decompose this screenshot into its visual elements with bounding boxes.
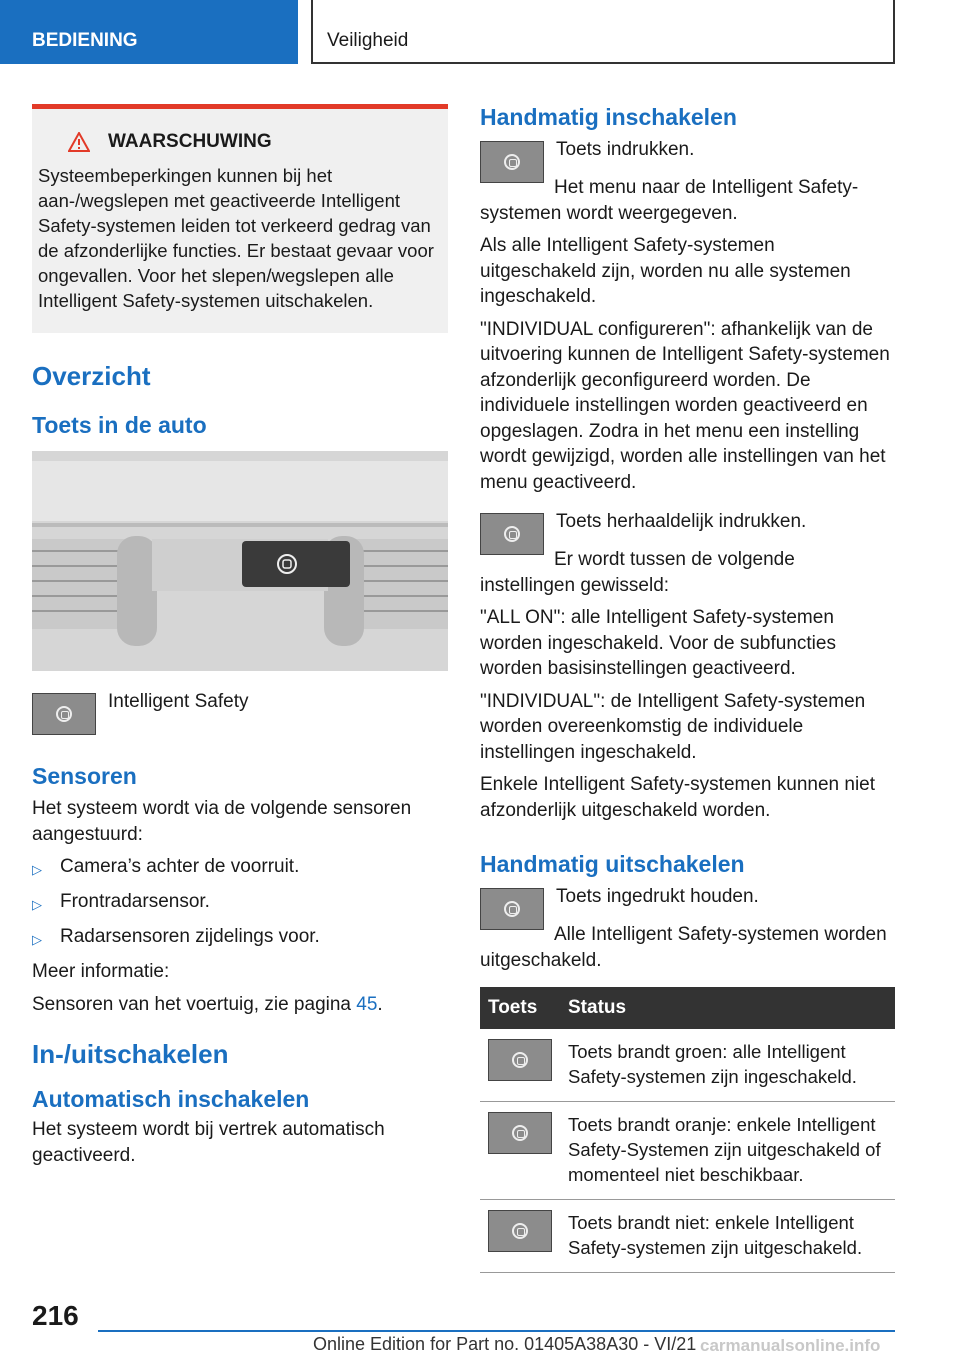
intelligent-safety-key-row — [32, 689, 448, 735]
key-orange-icon — [488, 1112, 552, 1154]
key-in-car-heading: Toets in de auto — [32, 412, 207, 438]
intelligent-safety-key-icon — [480, 888, 544, 930]
warning-title — [68, 131, 440, 153]
warning-text: Systeembeperkingen kunnen bij het aan-/wegslepen met geactiveerde Intelligent Safety-systemen leiden tot verkeerd gedrag van de afzonderlijke functies. Er bestaat gevaar voor ongevallen. Voor het slepen/wegslepen alle Intelligent Safety-systemen uitschakelen. — [38, 165, 434, 311]
table-header-row — [480, 987, 895, 1029]
menu-shown-text: Het menu naar de Intelligent Safety-systemen wordt weergegeven. — [480, 177, 859, 224]
switching-heading: In-/uitschakelen — [32, 1039, 229, 1069]
manual-on-p2: "INDIVIDUAL configureren": afhankelijk van de uitvoering kunnen de Intelligent Safety-systemen afzonderlijk geconfigureerd worden. De individuele instellingen worden geactiveerd en opgeslagen. Zodra in het menu een instelling wordt gewijzigd, worden alle instellingen van het menu geactiveerd. — [480, 318, 890, 493]
warning-box — [32, 104, 448, 333]
auto-on-text: Het systeem wordt bij vertrek automatisch geactiveerd. — [32, 1119, 385, 1166]
sensors-heading: Sensoren — [32, 763, 137, 789]
left-column — [32, 104, 448, 1175]
status-cell: Toets brandt niet: enkele Intelligent Safety-systemen zijn uitgeschakeld. — [560, 1200, 895, 1273]
status-cell: Toets brandt groen: alle Intelligent Safety-systemen zijn ingeschakeld. — [560, 1029, 895, 1102]
auto-on-heading: Automatisch inschakelen — [32, 1086, 310, 1112]
intelligent-safety-key-icon — [480, 141, 544, 183]
intelligent-safety-key-icon — [480, 513, 544, 555]
switch-settings-text: Er wordt tussen de volgende instellingen gewisseld: — [480, 549, 795, 596]
watermark: carmanualsonline.info — [700, 1336, 881, 1355]
right-column — [480, 104, 895, 1273]
press-key-text: Toets indrukken. — [556, 139, 695, 160]
individual-text: "INDIVIDUAL": de Intelligent Safety-systemen worden overeenkomstig de individuele instellingen ingeschakeld. — [480, 690, 866, 763]
all-off-text: Alle Intelligent Safety-systemen worden uitgeschakeld. — [480, 924, 887, 971]
intelligent-safety-key-icon — [32, 693, 96, 735]
table-row — [480, 1029, 895, 1102]
table-row — [480, 1102, 895, 1200]
status-table — [480, 987, 895, 1273]
footer-divider — [98, 1330, 895, 1332]
hold-key-text: Toets ingedrukt houden. — [556, 886, 759, 907]
triangle-bullet-icon: ▷ — [32, 932, 42, 947]
table-row — [480, 1200, 895, 1273]
status-cell: Toets brandt oranje: enkele Intelligent Safety-Systemen zijn uitgeschakeld of momenteel niet beschikbaar. — [560, 1102, 895, 1200]
column-header-key: Toets — [480, 987, 560, 1029]
manual-on-heading: Handmatig inschakelen — [480, 104, 737, 130]
list-item: ▷ Radarsensoren zijdelings voor. — [32, 924, 448, 952]
manual-off-heading: Handmatig uitschakelen — [480, 851, 745, 877]
more-info-label: Meer informatie: — [32, 961, 170, 982]
overview-heading: Overzicht — [32, 361, 151, 391]
cannot-disable-text: Enkele Intelligent Safety-systemen kunnen niet afzonderlijk uitgeschakeld worden. — [480, 774, 876, 821]
manual-on-p1: Als alle Intelligent Safety-systemen uitgeschakeld zijn, worden nu alle systemen ingeschakeld. — [480, 235, 851, 307]
key-off-icon — [488, 1210, 552, 1252]
triangle-bullet-icon: ▷ — [32, 862, 42, 877]
all-on-text: "ALL ON": alle Intelligent Safety-systemen worden ingeschakeld. Voor de subfuncties worden basisinstellingen geactiveerd. — [480, 607, 836, 679]
dashboard-illustration — [32, 451, 448, 671]
section-title: Veiligheid — [311, 0, 895, 64]
list-item: ▷ Frontradarsensor. — [32, 889, 448, 917]
page-number: 216 — [32, 1300, 79, 1331]
sensor-reference: Sensoren van het voertuig, zie pagina 45. — [32, 993, 383, 1015]
page-link[interactable]: 45 — [356, 993, 378, 1015]
warning-title-text: WAARSCHUWING — [108, 131, 272, 152]
warning-triangle-icon — [68, 132, 90, 152]
column-header-status: Status — [560, 987, 895, 1029]
edition-text: Online Edition for Part no. 01405A38A30 - VI/21 — [313, 1334, 697, 1354]
sensor-list — [32, 854, 448, 952]
key-green-icon — [488, 1039, 552, 1081]
list-item: ▷ Camera’s achter de voorruit. — [32, 854, 448, 882]
intelligent-safety-label: Intelligent Safety — [108, 691, 249, 712]
repeat-press-text: Toets herhaaldelijk indrukken. — [556, 511, 807, 532]
dashboard-photo — [32, 451, 448, 671]
sensors-intro: Het systeem wordt via de volgende sensoren aangestuurd: — [32, 798, 412, 845]
triangle-bullet-icon: ▷ — [32, 897, 42, 912]
chapter-tab: BEDIENING — [0, 0, 298, 64]
